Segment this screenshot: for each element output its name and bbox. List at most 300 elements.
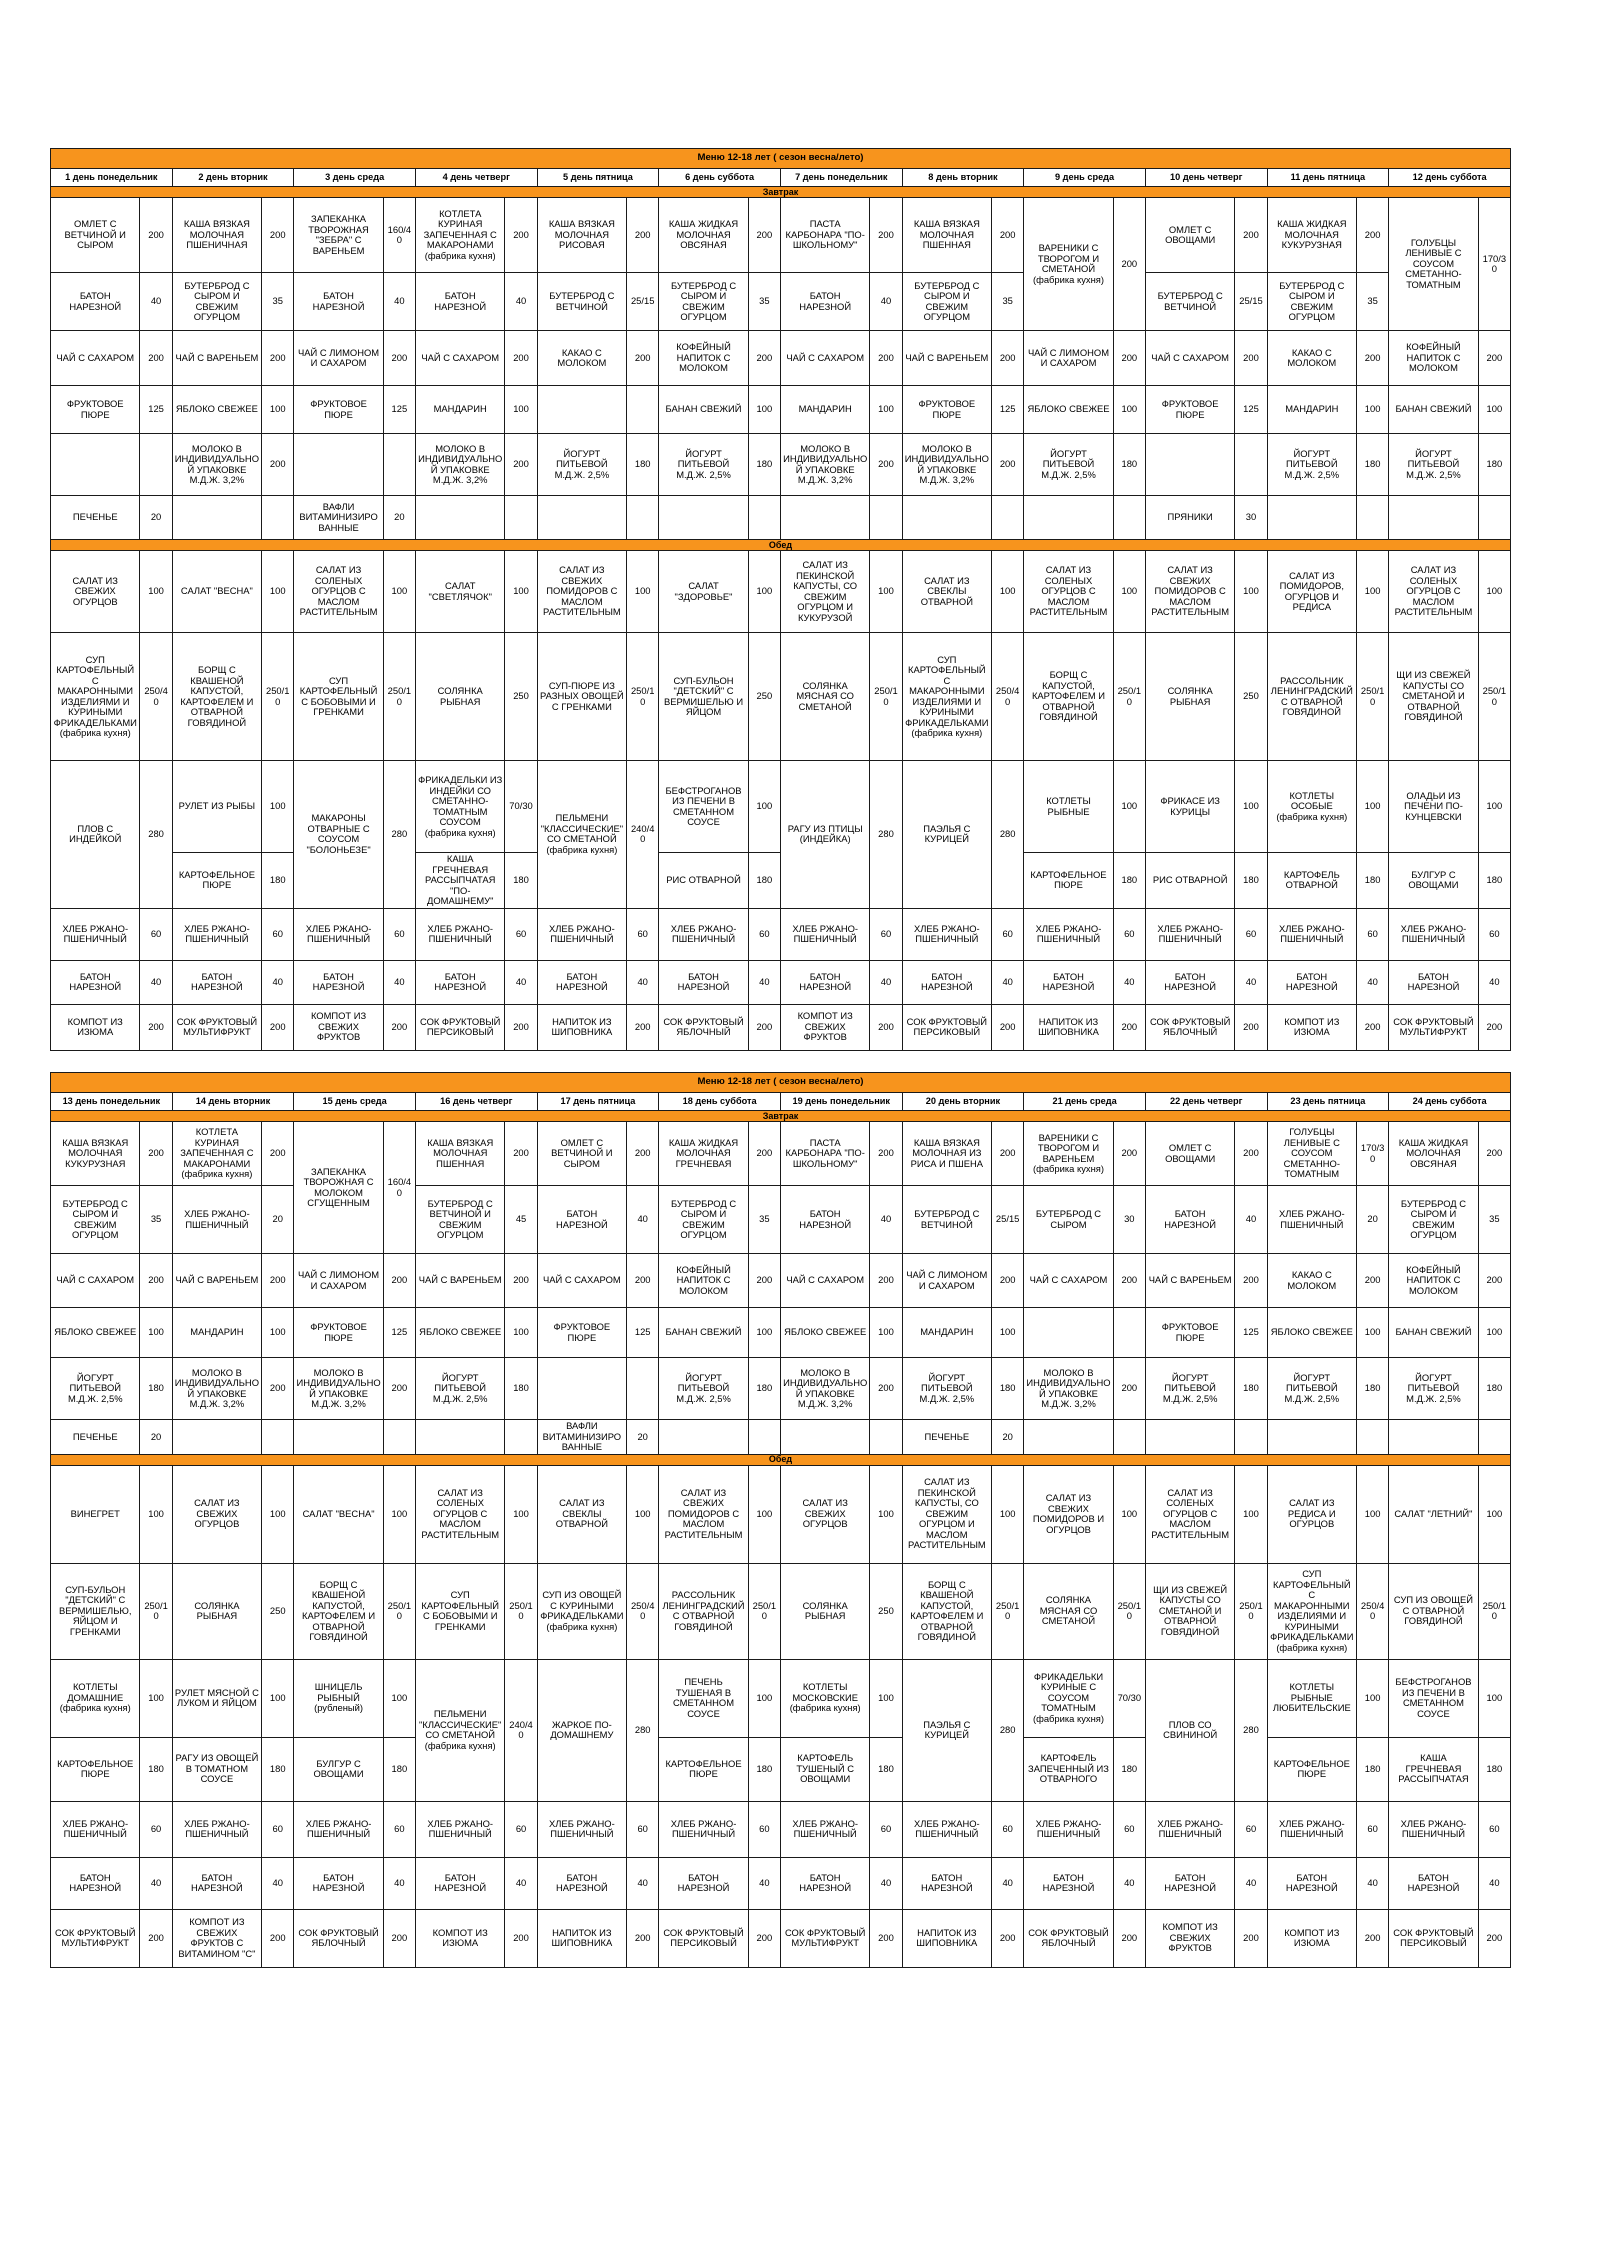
- day-header: 3 день среда: [294, 169, 416, 187]
- dish-portion: 200: [1478, 331, 1510, 386]
- dish-portion: 180: [505, 853, 537, 909]
- dish-name: СОК ФРУКТОВЫЙ ПЕРСИКОВЫЙ: [659, 1909, 748, 1967]
- dish-name: ХЛЕБ РЖАНО-ПШЕНИЧНЫЙ: [659, 908, 748, 960]
- dish-name: БЕФСТРОГАНОВ ИЗ ПЕЧЕНИ В СМЕТАННОМ СОУСЕ: [659, 761, 748, 853]
- dish-name: ЗАПЕКАНКА ТВОРОЖНАЯ С МОЛОКОМ СГУЩЕННЫМ: [294, 1122, 383, 1254]
- dish-portion: 250/10: [992, 1563, 1024, 1659]
- dish-name: ЙОГУРТ ПИТЬЕВОЙ М.Д.Ж. 2,5%: [902, 1358, 991, 1420]
- dish-portion: 180: [1478, 853, 1510, 909]
- dish-name: ФРУКТОВОЕ ПЮРЕ: [902, 386, 991, 434]
- dish-name: ЯБЛОКО СВЕЖЕЕ: [1267, 1308, 1356, 1358]
- dish-name: ЩИ ИЗ СВЕЖЕЙ КАПУСТЫ СО СМЕТАНОЙ И ОТВАРНОЙ ГОВЯДИНОЙ: [1145, 1563, 1234, 1659]
- day-header: 2 день вторник: [172, 169, 294, 187]
- dish-portion: 280: [140, 761, 172, 909]
- dish-portion: 100: [1478, 386, 1510, 434]
- day-header: 12 день суббота: [1389, 169, 1511, 187]
- dish-name: ХЛЕБ РЖАНО-ПШЕНИЧНЫЙ: [294, 908, 383, 960]
- dish-name: ФРУКТОВОЕ ПЮРЕ: [537, 1308, 626, 1358]
- dish-name: СОК ФРУКТОВЫЙ МУЛЬТИФРУКТ: [780, 1909, 869, 1967]
- dish-portion: 100: [505, 1465, 537, 1563]
- dish-portion: 40: [627, 1857, 659, 1909]
- dish-name: ХЛЕБ РЖАНО-ПШЕНИЧНЫЙ: [537, 908, 626, 960]
- dish-name: САЛАТ ИЗ СВЕКЛЫ ОТВАРНОЙ: [537, 1465, 626, 1563]
- dish-portion: 180: [748, 1358, 780, 1420]
- dish-portion: 180: [1478, 1358, 1510, 1420]
- dish-portion: 180: [1113, 434, 1145, 496]
- table-row: [51, 1857, 1511, 1909]
- dish-name: БАТОН НАРЕЗНОЙ: [537, 960, 626, 1004]
- dish-portion: 60: [1478, 908, 1510, 960]
- day-header: 19 день понедельник: [780, 1093, 902, 1111]
- dish-name: САЛАТ ИЗ СВЕЖИХ ОГУРЦОВ: [780, 1465, 869, 1563]
- dish-portion: 40: [870, 960, 902, 1004]
- dish-portion: 250/40: [140, 633, 172, 761]
- dish-name: ГОЛУБЦЫ ЛЕНИВЫЕ С СОУСОМ СМЕТАННО-ТОМАТНЫМ: [1389, 198, 1478, 331]
- dish-portion: 200: [1478, 1254, 1510, 1308]
- dish-portion: 40: [1478, 1857, 1510, 1909]
- menu-sheet-2: [50, 1072, 1511, 1968]
- dish-portion: 30: [1235, 496, 1267, 540]
- dish-portion: 200: [140, 1122, 172, 1186]
- dish-portion: 100: [1478, 1465, 1510, 1563]
- dish-portion: 40: [1235, 1857, 1267, 1909]
- dish-name: ПАСТА КАРБОНАРА "ПО-ШКОЛЬНОМУ": [780, 1122, 869, 1186]
- dish-name: ХЛЕБ РЖАНО-ПШЕНИЧНЫЙ: [1267, 1801, 1356, 1857]
- dish-name: СУП КАРТОФЕЛЬНЫЙ С МАКАРОННЫМИ ИЗДЕЛИЯМИ И КУРИНЫМИ ФРИКАДЕЛЬКАМИ (фабрика кухня): [902, 633, 991, 761]
- dish-portion: 100: [383, 551, 415, 633]
- dish-name: [1024, 1420, 1113, 1455]
- table-row: [51, 1563, 1511, 1659]
- dish-portion: 180: [748, 1737, 780, 1801]
- day-header: 11 день пятница: [1267, 169, 1389, 187]
- dish-portion: 60: [505, 1801, 537, 1857]
- dish-name: КАРТОФЕЛЬ ОТВАРНОЙ: [1267, 853, 1356, 909]
- dish-portion: 200: [383, 1358, 415, 1420]
- table-row: [51, 633, 1511, 761]
- menu-sheet-1: [50, 148, 1511, 1051]
- dish-portion: 200: [1235, 1004, 1267, 1050]
- dish-portion: 250/10: [627, 633, 659, 761]
- dish-portion: [748, 496, 780, 540]
- dish-name: ХЛЕБ РЖАНО-ПШЕНИЧНЫЙ: [1267, 908, 1356, 960]
- dish-name: КОТЛЕТЫ МОСКОВСКИЕ (фабрика кухня): [780, 1659, 869, 1737]
- dish-name: ХЛЕБ РЖАНО-ПШЕНИЧНЫЙ: [537, 1801, 626, 1857]
- dish-name: ЯБЛОКО СВЕЖЕЕ: [1024, 386, 1113, 434]
- dish-portion: 40: [870, 273, 902, 331]
- day-header: 8 день вторник: [902, 169, 1024, 187]
- dish-portion: 100: [140, 1465, 172, 1563]
- dish-portion: 20: [627, 1420, 659, 1455]
- dish-name: ЙОГУРТ ПИТЬЕВОЙ М.Д.Ж. 2,5%: [1267, 1358, 1356, 1420]
- dish-portion: 200: [627, 1122, 659, 1186]
- dish-portion: 20: [140, 1420, 172, 1455]
- dish-portion: 125: [1235, 386, 1267, 434]
- dish-portion: 200: [870, 1004, 902, 1050]
- dish-name: СОЛЯНКА МЯСНАЯ СО СМЕТАНОЙ: [1024, 1563, 1113, 1659]
- dish-name: ВАРЕНИКИ С ТВОРОГОМ И СМЕТАНОЙ (фабрика кухня): [1024, 198, 1113, 331]
- dish-portion: 100: [870, 1308, 902, 1358]
- dish-portion: 180: [140, 1358, 172, 1420]
- dish-portion: 40: [627, 1186, 659, 1254]
- dish-name: ВАФЛИ ВИТАМИНИЗИРОВАННЫЕ: [537, 1420, 626, 1455]
- dish-name: БАТОН НАРЕЗНОЙ: [1024, 960, 1113, 1004]
- dish-portion: 250/10: [383, 633, 415, 761]
- dish-portion: 125: [140, 386, 172, 434]
- dish-name: РАГУ ИЗ ОВОЩЕЙ В ТОМАТНОМ СОУСЕ: [172, 1737, 261, 1801]
- dish-name: ПЕЧЕНЬЕ: [51, 1420, 140, 1455]
- menu-title: Меню 12-18 лет ( сезон весна/лето): [51, 1073, 1511, 1093]
- dish-portion: 180: [1357, 1737, 1389, 1801]
- dish-name: ПЕЧЕНЬЕ: [51, 496, 140, 540]
- dish-portion: 100: [627, 551, 659, 633]
- dish-name: КАКАО С МОЛОКОМ: [1267, 1254, 1356, 1308]
- dish-name: РУЛЕТ МЯСНОЙ С ЛУКОМ И ЯЙЦОМ: [172, 1659, 261, 1737]
- dish-portion: 40: [140, 1857, 172, 1909]
- dish-name: ЧАЙ С САХАРОМ: [780, 331, 869, 386]
- dish-portion: 40: [992, 1857, 1024, 1909]
- dish-name: [780, 1420, 869, 1455]
- table-row: [51, 908, 1511, 960]
- dish-portion: 200: [505, 434, 537, 496]
- dish-portion: 200: [870, 331, 902, 386]
- dish-portion: 100: [748, 551, 780, 633]
- dish-portion: 100: [383, 1659, 415, 1737]
- dish-name: САЛАТ "ЛЕТНИЙ": [1389, 1465, 1478, 1563]
- dish-name: ОМЛЕТ С ОВОЩАМИ: [1145, 198, 1234, 273]
- dish-name: БАТОН НАРЕЗНОЙ: [1389, 960, 1478, 1004]
- dish-name: БУТЕРБРОД С СЫРОМ: [1024, 1186, 1113, 1254]
- dish-name: КОМПОТ ИЗ ИЗЮМА: [51, 1004, 140, 1050]
- dish-portion: 100: [1113, 761, 1145, 853]
- dish-portion: 200: [870, 1358, 902, 1420]
- dish-portion: 40: [627, 960, 659, 1004]
- dish-portion: 40: [140, 273, 172, 331]
- dish-portion: [870, 496, 902, 540]
- dish-portion: [505, 1420, 537, 1455]
- dish-portion: [1113, 1420, 1145, 1455]
- dish-name: [659, 496, 748, 540]
- table-row: [51, 1254, 1511, 1308]
- dish-name: ЩИ ИЗ СВЕЖЕЙ КАПУСТЫ СО СМЕТАНОЙ И ОТВАРНОЙ ГОВЯДИНОЙ: [1389, 633, 1478, 761]
- dish-name: ЧАЙ С САХАРОМ: [51, 331, 140, 386]
- dish-portion: 200: [1113, 1004, 1145, 1050]
- dish-portion: 35: [748, 273, 780, 331]
- dish-portion: 170/30: [1478, 198, 1510, 331]
- dish-name: ХЛЕБ РЖАНО-ПШЕНИЧНЫЙ: [172, 908, 261, 960]
- dish-portion: 250/40: [627, 1563, 659, 1659]
- dish-name: БАТОН НАРЕЗНОЙ: [1389, 1857, 1478, 1909]
- dish-name: КАКАО С МОЛОКОМ: [1267, 331, 1356, 386]
- dish-portion: 180: [383, 1737, 415, 1801]
- dish-name: МАНДАРИН: [415, 386, 504, 434]
- dish-name: СОК ФРУКТОВЫЙ ЯБЛОЧНЫЙ: [659, 1004, 748, 1050]
- dish-portion: 100: [262, 1659, 294, 1737]
- dish-name: БУТЕРБРОД С СЫРОМ И СВЕЖИМ ОГУРЦОМ: [902, 273, 991, 331]
- day-header: 7 день понедельник: [780, 169, 902, 187]
- dish-name: БУТЕРБРОД С ВЕТЧИНОЙ: [902, 1186, 991, 1254]
- dish-portion: 40: [262, 1857, 294, 1909]
- dish-name: ХЛЕБ РЖАНО-ПШЕНИЧНЫЙ: [1389, 1801, 1478, 1857]
- dish-name: САЛАТ ИЗ СОЛЕНЫХ ОГУРЦОВ С МАСЛОМ РАСТИТЕЛЬНЫМ: [1024, 551, 1113, 633]
- dish-name: ХЛЕБ РЖАНО-ПШЕНИЧНЫЙ: [415, 908, 504, 960]
- dish-portion: 30: [1113, 1186, 1145, 1254]
- dish-name: БОРЩ С КВАШЕНОЙ КАПУСТОЙ, КАРТОФЕЛЕМ И ОТВАРНОЙ ГОВЯДИНОЙ: [172, 633, 261, 761]
- dish-portion: [1113, 1308, 1145, 1358]
- dish-portion: 250: [505, 633, 537, 761]
- dish-name: САЛАТ "СВЕТЛЯЧОК": [415, 551, 504, 633]
- dish-name: [172, 1420, 261, 1455]
- dish-portion: 40: [870, 1857, 902, 1909]
- dish-portion: 40: [1113, 1857, 1145, 1909]
- dish-name: БАТОН НАРЕЗНОЙ: [172, 1857, 261, 1909]
- dish-name: САЛАТ ИЗ СОЛЕНЫХ ОГУРЦОВ С МАСЛОМ РАСТИТЕЛЬНЫМ: [1389, 551, 1478, 633]
- dish-name: СОК ФРУКТОВЫЙ МУЛЬТИФРУКТ: [172, 1004, 261, 1050]
- dish-name: МОЛОКО В ИНДИВИДУАЛЬНОЙ УПАКОВКЕ М.Д.Ж. 3,2%: [902, 434, 991, 496]
- dish-name: ФРУКТОВОЕ ПЮРЕ: [294, 386, 383, 434]
- dish-portion: 20: [1357, 1186, 1389, 1254]
- dish-name: САЛАТ ИЗ СВЕЖИХ ПОМИДОРОВ С МАСЛОМ РАСТИТЕЛЬНЫМ: [659, 1465, 748, 1563]
- dish-name: ЙОГУРТ ПИТЬЕВОЙ М.Д.Ж. 2,5%: [1389, 1358, 1478, 1420]
- dish-portion: 180: [1113, 1737, 1145, 1801]
- dish-portion: 200: [1235, 331, 1267, 386]
- dish-portion: 40: [140, 960, 172, 1004]
- dish-portion: 125: [1235, 1308, 1267, 1358]
- dish-name: ЧАЙ С ЛИМОНОМ И САХАРОМ: [294, 1254, 383, 1308]
- dish-name: [1024, 1308, 1113, 1358]
- dish-name: СУП-БУЛЬОН "ДЕТСКИЙ" С ВЕРМИШЕЛЬЮ И ЯЙЦОМ: [659, 633, 748, 761]
- dish-portion: 100: [1357, 1465, 1389, 1563]
- dish-name: СОЛЯНКА РЫБНАЯ: [780, 1563, 869, 1659]
- dish-name: ЙОГУРТ ПИТЬЕВОЙ М.Д.Ж. 2,5%: [537, 434, 626, 496]
- dish-portion: 200: [1478, 1909, 1510, 1967]
- dish-portion: 200: [870, 198, 902, 273]
- dish-name: НАПИТОК ИЗ ШИПОВНИКА: [537, 1004, 626, 1050]
- dish-name: КАРТОФЕЛЬ ЗАПЕЧЕННЫЙ ИЗ ОТВАРНОГО: [1024, 1737, 1113, 1801]
- dish-portion: 100: [870, 1465, 902, 1563]
- dish-name: СУП-БУЛЬОН "ДЕТСКИЙ" С ВЕРМИШЕЛЬЮ, ЯЙЦОМ И ГРЕНКАМИ: [51, 1563, 140, 1659]
- dish-portion: 280: [992, 761, 1024, 909]
- dish-portion: 60: [383, 908, 415, 960]
- dish-name: БАТОН НАРЕЗНОЙ: [415, 273, 504, 331]
- dish-portion: 200: [627, 1909, 659, 1967]
- dish-portion: 200: [1357, 1909, 1389, 1967]
- dish-name: ЙОГУРТ ПИТЬЕВОЙ М.Д.Ж. 2,5%: [1389, 434, 1478, 496]
- meal-section-lunch: Обед: [51, 1454, 1511, 1465]
- dish-portion: 240/40: [627, 761, 659, 909]
- dish-name: ЙОГУРТ ПИТЬЕВОЙ М.Д.Ж. 2,5%: [659, 434, 748, 496]
- dish-portion: 100: [140, 1659, 172, 1737]
- dish-portion: 100: [748, 1308, 780, 1358]
- dish-name: БАТОН НАРЕЗНОЙ: [1145, 1186, 1234, 1254]
- dish-portion: 180: [1357, 853, 1389, 909]
- dish-portion: 100: [1357, 761, 1389, 853]
- dish-name: БАТОН НАРЕЗНОЙ: [294, 273, 383, 331]
- dish-portion: 60: [1478, 1801, 1510, 1857]
- dish-name: ЧАЙ С ВАРЕНЬЕМ: [1145, 1254, 1234, 1308]
- dish-name: КАША ЖИДКАЯ МОЛОЧНАЯ ОВСЯНАЯ: [659, 198, 748, 273]
- dish-name: САЛАТ ИЗ СВЕЖИХ ПОМИДОРОВ С МАСЛОМ РАСТИТЕЛЬНЫМ: [1145, 551, 1234, 633]
- dish-portion: 180: [748, 853, 780, 909]
- dish-portion: 100: [262, 386, 294, 434]
- dish-name: НАПИТОК ИЗ ШИПОВНИКА: [537, 1909, 626, 1967]
- dish-portion: 250: [748, 633, 780, 761]
- dish-portion: 100: [1235, 551, 1267, 633]
- dish-portion: [505, 496, 537, 540]
- dish-name: СУП КАРТОФЕЛЬНЫЙ С МАКАРОННЫМИ ИЗДЕЛИЯМИ И КУРИНЫМИ ФРИКАДЕЛЬКАМИ (фабрика кухня): [51, 633, 140, 761]
- day-header: 10 день четверг: [1145, 169, 1267, 187]
- dish-name: ЧАЙ С САХАРОМ: [537, 1254, 626, 1308]
- dish-portion: 180: [1357, 1358, 1389, 1420]
- dish-name: РИС ОТВАРНОЙ: [1145, 853, 1234, 909]
- dish-name: ВАФЛИ ВИТАМИНИЗИРОВАННЫЕ: [294, 496, 383, 540]
- day-header: 16 день четверг: [415, 1093, 537, 1111]
- dish-name: ЙОГУРТ ПИТЬЕВОЙ М.Д.Ж. 2,5%: [51, 1358, 140, 1420]
- dish-name: ХЛЕБ РЖАНО-ПШЕНИЧНЫЙ: [51, 1801, 140, 1857]
- dish-name: ЯБЛОКО СВЕЖЕЕ: [172, 386, 261, 434]
- dish-portion: 180: [1357, 434, 1389, 496]
- dish-name: БАТОН НАРЕЗНОЙ: [537, 1857, 626, 1909]
- day-header: 17 день пятница: [537, 1093, 659, 1111]
- dish-name: [415, 1420, 504, 1455]
- dish-portion: 200: [262, 1358, 294, 1420]
- dish-name: КОМПОТ ИЗ ИЗЮМА: [1267, 1909, 1356, 1967]
- dish-portion: 60: [1357, 908, 1389, 960]
- dish-name: ЙОГУРТ ПИТЬЕВОЙ М.Д.Ж. 2,5%: [1145, 1358, 1234, 1420]
- dish-portion: 200: [992, 1909, 1024, 1967]
- dish-portion: 180: [1235, 1358, 1267, 1420]
- dish-name: ПАЭЛЬЯ С КУРИЦЕЙ: [902, 1659, 991, 1801]
- dish-name: КОМПОТ ИЗ ИЗЮМА: [415, 1909, 504, 1967]
- dish-name: ОМЛЕТ С ВЕТЧИНОЙ И СЫРОМ: [51, 198, 140, 273]
- dish-name: КАКАО С МОЛОКОМ: [537, 331, 626, 386]
- dish-portion: 40: [1113, 960, 1145, 1004]
- dish-name: [1267, 1420, 1356, 1455]
- dish-name: МАНДАРИН: [1267, 386, 1356, 434]
- dish-portion: 40: [383, 1857, 415, 1909]
- dish-name: КОТЛЕТЫ ДОМАШНИЕ (фабрика кухня): [51, 1659, 140, 1737]
- dish-name: КАША ВЯЗКАЯ МОЛОЧНАЯ РИСОВАЯ: [537, 198, 626, 273]
- dish-portion: 180: [627, 434, 659, 496]
- dish-portion: [383, 1420, 415, 1455]
- table-row: [51, 1909, 1511, 1967]
- dish-portion: [1478, 1420, 1510, 1455]
- dish-portion: 35: [1478, 1186, 1510, 1254]
- dish-portion: 100: [992, 551, 1024, 633]
- dish-portion: 200: [870, 1122, 902, 1186]
- dish-portion: 25/15: [1235, 273, 1267, 331]
- dish-name: СОК ФРУКТОВЫЙ МУЛЬТИФРУКТ: [1389, 1004, 1478, 1050]
- dish-portion: 60: [748, 1801, 780, 1857]
- dish-name: ФРУКТОВОЕ ПЮРЕ: [1145, 386, 1234, 434]
- dish-portion: 250/10: [1357, 633, 1389, 761]
- dish-portion: 60: [1357, 1801, 1389, 1857]
- dish-portion: [1113, 496, 1145, 540]
- dish-portion: 100: [870, 1659, 902, 1737]
- dish-portion: 60: [1235, 908, 1267, 960]
- dish-name: ЙОГУРТ ПИТЬЕВОЙ М.Д.Ж. 2,5%: [415, 1358, 504, 1420]
- dish-name: ЧАЙ С ВАРЕНЬЕМ: [172, 331, 261, 386]
- dish-portion: 100: [1357, 1659, 1389, 1737]
- dish-portion: 200: [140, 198, 172, 273]
- dish-name: БАНАН СВЕЖИЙ: [1389, 386, 1478, 434]
- dish-portion: 40: [1478, 960, 1510, 1004]
- dish-name: БУТЕРБРОД С ВЕТЧИНОЙ И СВЕЖИМ ОГУРЦОМ: [415, 1186, 504, 1254]
- dish-portion: 200: [383, 1004, 415, 1050]
- dish-portion: 60: [383, 1801, 415, 1857]
- dish-portion: 100: [1357, 551, 1389, 633]
- dish-name: САЛАТ ИЗ СВЕКЛЫ ОТВАРНОЙ: [902, 551, 991, 633]
- dish-portion: 35: [262, 273, 294, 331]
- dish-portion: 200: [870, 1254, 902, 1308]
- dish-name: [659, 1420, 748, 1455]
- dish-portion: [262, 1420, 294, 1455]
- dish-name: СУП ИЗ ОВОЩЕЙ С КУРИНЫМИ ФРИКАДЕЛЬКАМИ (фабрика кухня): [537, 1563, 626, 1659]
- dish-portion: 180: [748, 434, 780, 496]
- day-header: 20 день вторник: [902, 1093, 1024, 1111]
- dish-portion: 100: [627, 1465, 659, 1563]
- dish-name: ХЛЕБ РЖАНО-ПШЕНИЧНЫЙ: [1024, 908, 1113, 960]
- dish-portion: 100: [505, 1308, 537, 1358]
- dish-portion: 100: [748, 386, 780, 434]
- dish-name: КОТЛЕТА КУРИНАЯ ЗАПЕЧЕННАЯ С МАКАРОНАМИ (фабрика кухня): [415, 198, 504, 273]
- dish-name: ШНИЦЕЛЬ РЫБНЫЙ (рубленый): [294, 1659, 383, 1737]
- dish-portion: 250/10: [1478, 1563, 1510, 1659]
- dish-name: САЛАТ ИЗ СВЕЖИХ ОГУРЦОВ: [172, 1465, 261, 1563]
- dish-name: БУЛГУР С ОВОЩАМИ: [294, 1737, 383, 1801]
- dish-name: СОЛЯНКА МЯСНАЯ СО СМЕТАНОЙ: [780, 633, 869, 761]
- table-row: [51, 386, 1511, 434]
- dish-portion: 250: [262, 1563, 294, 1659]
- dish-portion: 250/10: [383, 1563, 415, 1659]
- dish-name: [780, 496, 869, 540]
- dish-portion: 200: [262, 434, 294, 496]
- dish-name: ЙОГУРТ ПИТЬЕВОЙ М.Д.Ж. 2,5%: [1267, 434, 1356, 496]
- dish-name: СОЛЯНКА РЫБНАЯ: [172, 1563, 261, 1659]
- dish-portion: 60: [140, 908, 172, 960]
- dish-name: [1267, 496, 1356, 540]
- dish-portion: 100: [505, 386, 537, 434]
- dish-portion: 250/10: [505, 1563, 537, 1659]
- dish-portion: 70/30: [1113, 1659, 1145, 1737]
- dish-portion: 200: [1113, 331, 1145, 386]
- dish-portion: 180: [1478, 434, 1510, 496]
- menu-table-1: [50, 148, 1511, 1051]
- dish-portion: 200: [262, 331, 294, 386]
- dish-name: БУТЕРБРОД С СЫРОМ И СВЕЖИМ ОГУРЦОМ: [1267, 273, 1356, 331]
- dish-portion: 100: [262, 551, 294, 633]
- dish-name: КАРТОФЕЛЬНОЕ ПЮРЕ: [1267, 1737, 1356, 1801]
- dish-portion: 200: [505, 331, 537, 386]
- dish-name: [294, 434, 383, 496]
- dish-name: БУТЕРБРОД С СЫРОМ И СВЕЖИМ ОГУРЦОМ: [172, 273, 261, 331]
- dish-portion: 200: [383, 331, 415, 386]
- dish-name: ЧАЙ С ЛИМОНОМ И САХАРОМ: [1024, 331, 1113, 386]
- dish-portion: 40: [1357, 960, 1389, 1004]
- dish-portion: 40: [992, 960, 1024, 1004]
- dish-name: ФРИКАСЕ ИЗ КУРИЦЫ: [1145, 761, 1234, 853]
- dish-name: ПЕЛЬМЕНИ "КЛАССИЧЕСКИЕ" СО СМЕТАНОЙ (фабрика кухня): [415, 1659, 504, 1801]
- dish-name: СУП КАРТОФЕЛЬНЫЙ С МАКАРОННЫМИ ИЗДЕЛИЯМИ И КУРИНЫМИ ФРИКАДЕЛЬКАМИ (фабрика кухня): [1267, 1563, 1356, 1659]
- dish-name: САЛАТ ИЗ СОЛЕНЫХ ОГУРЦОВ С МАСЛОМ РАСТИТЕЛЬНЫМ: [1145, 1465, 1234, 1563]
- dish-portion: 200: [992, 434, 1024, 496]
- dish-portion: 35: [1357, 273, 1389, 331]
- dish-name: КАША ЖИДКАЯ МОЛОЧНАЯ ОВСЯНАЯ: [1389, 1122, 1478, 1186]
- dish-portion: 250/10: [748, 1563, 780, 1659]
- dish-name: СОК ФРУКТОВЫЙ ПЕРСИКОВЫЙ: [1389, 1909, 1478, 1967]
- dish-portion: 200: [1235, 1254, 1267, 1308]
- dish-name: МОЛОКО В ИНДИВИДУАЛЬНОЙ УПАКОВКЕ М.Д.Ж. 3,2%: [415, 434, 504, 496]
- dish-name: БУТЕРБРОД С ВЕТЧИНОЙ: [1145, 273, 1234, 331]
